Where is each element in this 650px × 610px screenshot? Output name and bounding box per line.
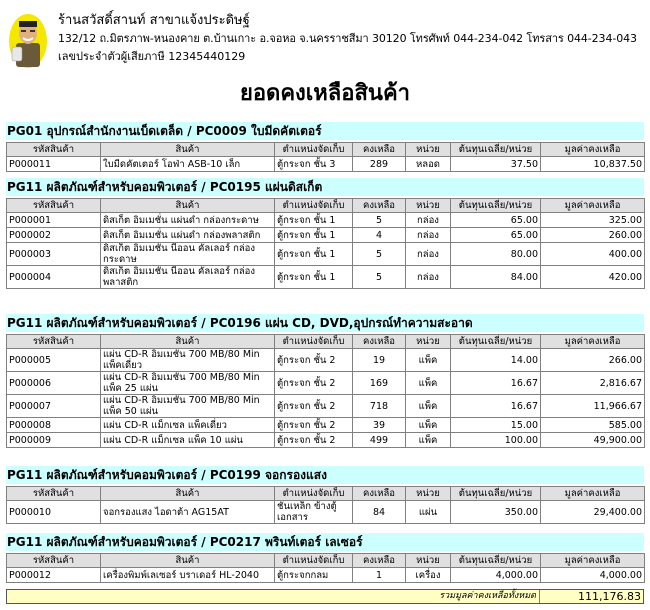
cell-code: P000007	[7, 395, 101, 418]
cell-unit: แพ็ค	[406, 349, 451, 372]
cell-value: 266.00	[541, 349, 645, 372]
cell-qty: 84	[353, 501, 406, 524]
cell-location: ตู้กระจก ชั้น 2	[275, 418, 353, 433]
col-header-qty: คงเหลือ	[353, 199, 406, 213]
cell-cost: 65.00	[451, 213, 541, 228]
cell-cost: 350.00	[451, 501, 541, 524]
table-row	[7, 349, 645, 372]
table-row	[7, 372, 645, 395]
inventory-table	[6, 198, 645, 289]
cell-location: ตู้กระจก ชั้น 2	[275, 433, 353, 448]
col-header-qty: คงเหลือ	[353, 554, 406, 568]
cell-name: ดิสเก็ต อิมเมชั่น นีออน คัลเลอร์ กล่องกระดาษ	[101, 243, 275, 266]
cell-qty: 718	[353, 395, 406, 418]
table-row	[7, 501, 645, 524]
col-header-value: มูลค่าคงเหลือ	[541, 143, 645, 157]
table-row	[7, 266, 645, 289]
cell-name: เครื่องพิมพ์เลเซอร์ บราเดอร์ HL-2040	[101, 568, 275, 583]
cell-location: ตู้กระจก ชั้น 1	[275, 228, 353, 243]
col-header-name: สินค้า	[101, 143, 275, 157]
cell-value: 420.00	[541, 266, 645, 289]
cell-location: ตู้กระจก ชั้น 2	[275, 372, 353, 395]
cell-value: 325.00	[541, 213, 645, 228]
cell-qty: 169	[353, 372, 406, 395]
cell-name: แผ่น CD-R แม็กเซล แพ็คเดี่ยว	[101, 418, 275, 433]
col-header-code: รหัสสินค้า	[7, 554, 101, 568]
table-header-row	[7, 199, 645, 213]
group-title: PG11 ผลิตภัณฑ์สำหรับคอมพิวเตอร์ / PC0195 แผ่นดิสเก็ต	[6, 178, 644, 196]
cell-name: ดิสเก็ต อิมเมชั่น นีออน คัลเลอร์ กล่องพลาสติก	[101, 266, 275, 289]
cell-name: แผ่น CD-R อิมเมชั่น 700 MB/80 Min แพ็ค 50 แผ่น	[101, 395, 275, 418]
cell-cost: 14.00	[451, 349, 541, 372]
cell-cost: 15.00	[451, 418, 541, 433]
table-row	[7, 213, 645, 228]
cell-qty: 19	[353, 349, 406, 372]
cell-code: P000010	[7, 501, 101, 524]
inventory-table	[6, 334, 645, 448]
col-header-cost: ต้นทุนเฉลี่ย/หน่วย	[451, 143, 541, 157]
cell-name: แผ่น CD-R อิมเมชั่น 700 MB/80 Min แพ็ค 25 แผ่น	[101, 372, 275, 395]
cell-cost: 4,000.00	[451, 568, 541, 583]
inventory-group	[6, 178, 644, 289]
page-title: ยอดคงเหลือสินค้า	[239, 81, 411, 106]
col-header-value: มูลค่าคงเหลือ	[541, 335, 645, 349]
col-header-value: มูลค่าคงเหลือ	[541, 554, 645, 568]
cell-unit: หลอด	[406, 157, 451, 172]
cell-value: 10,837.50	[541, 157, 645, 172]
cell-value: 11,966.67	[541, 395, 645, 418]
cell-code: P000002	[7, 228, 101, 243]
cell-value: 585.00	[541, 418, 645, 433]
table-row	[7, 418, 645, 433]
grand-total-value: 111,176.83	[578, 590, 641, 603]
col-header-unit: หน่วย	[406, 554, 451, 568]
cell-cost: 100.00	[451, 433, 541, 448]
cell-code: P000004	[7, 266, 101, 289]
cell-unit: แพ็ค	[406, 372, 451, 395]
grand-total-label: รวมมูลค่าคงเหลือทั้งหมด	[7, 590, 540, 603]
cell-name: จอกรองแสง ไอดาต้า AG15AT	[101, 501, 275, 524]
col-header-code: รหัสสินค้า	[7, 335, 101, 349]
cell-value: 260.00	[541, 228, 645, 243]
company-address: 132/12 ถ.มิตรภาพ-หนองคาย ต.บ้านเกาะ อ.จอหอ จ.นครราชสีมา 30120 โทรศัพท์ 044-234-042 โทรสาร 044-234-043	[58, 32, 637, 45]
col-header-qty: คงเหลือ	[353, 487, 406, 501]
company-name: ร้านสวัสดิ์สานท์ สาขาแจ้งประดิษฐ์	[58, 13, 250, 28]
cell-code: P000008	[7, 418, 101, 433]
col-header-cost: ต้นทุนเฉลี่ย/หน่วย	[451, 199, 541, 213]
cell-cost: 16.67	[451, 395, 541, 418]
inventory-table	[6, 553, 645, 583]
col-header-name: สินค้า	[101, 335, 275, 349]
col-header-cost: ต้นทุนเฉลี่ย/หน่วย	[451, 335, 541, 349]
col-header-name: สินค้า	[101, 554, 275, 568]
table-header-row	[7, 335, 645, 349]
table-row	[7, 228, 645, 243]
cell-code: P000012	[7, 568, 101, 583]
cell-value: 4,000.00	[541, 568, 645, 583]
cell-cost: 80.00	[451, 243, 541, 266]
cell-cost: 37.50	[451, 157, 541, 172]
cell-name: ดิสเก็ต อิมเมชั่น แผ่นดำ กล่องกระดาษ	[101, 213, 275, 228]
cell-code: P000005	[7, 349, 101, 372]
col-header-cost: ต้นทุนเฉลี่ย/หน่วย	[451, 554, 541, 568]
cell-qty: 1	[353, 568, 406, 583]
col-header-location: ตำแหน่งจัดเก็บ	[275, 487, 353, 501]
cell-location: ชั้นเหล็ก ข้างตู้เอกสาร	[275, 501, 353, 524]
col-header-qty: คงเหลือ	[353, 143, 406, 157]
group-title: PG01 อุปกรณ์สำนักงานเบ็ดเตล็ด / PC0009 ใบมีดคัตเตอร์	[6, 122, 644, 140]
col-header-name: สินค้า	[101, 487, 275, 501]
table-row	[7, 395, 645, 418]
cell-unit: กล่อง	[406, 228, 451, 243]
cell-code: P000009	[7, 433, 101, 448]
cell-location: ตู้กระจก ชั้น 2	[275, 349, 353, 372]
table-row	[7, 433, 645, 448]
cell-name: ใบมีดคัตเตอร์ โอฟ่า ASB-10 เล็ก	[101, 157, 275, 172]
col-header-code: รหัสสินค้า	[7, 487, 101, 501]
cell-name: แผ่น CD-R อิมเมชั่น 700 MB/80 Min แพ็คเดี่ยว	[101, 349, 275, 372]
cell-code: P000011	[7, 157, 101, 172]
cell-code: P000001	[7, 213, 101, 228]
table-header-row	[7, 554, 645, 568]
shopkeeper-avatar-icon	[8, 13, 48, 69]
inventory-group	[6, 533, 644, 583]
col-header-unit: หน่วย	[406, 199, 451, 213]
col-header-location: ตำแหน่งจัดเก็บ	[275, 335, 353, 349]
group-title: PG11 ผลิตภัณฑ์สำหรับคอมพิวเตอร์ / PC0217 พรินท์เตอร์ เลเซอร์	[6, 533, 644, 551]
table-header-row	[7, 143, 645, 157]
col-header-value: มูลค่าคงเหลือ	[541, 487, 645, 501]
inventory-group	[6, 314, 644, 448]
col-header-cost: ต้นทุนเฉลี่ย/หน่วย	[451, 487, 541, 501]
cell-qty: 499	[353, 433, 406, 448]
cell-location: ตู้กระจก ชั้น 1	[275, 266, 353, 289]
cell-location: ตู้กระจก ชั้น 3	[275, 157, 353, 172]
col-header-name: สินค้า	[101, 199, 275, 213]
cell-unit: แพ็ค	[406, 433, 451, 448]
col-header-unit: หน่วย	[406, 143, 451, 157]
cell-unit: กล่อง	[406, 213, 451, 228]
col-header-unit: หน่วย	[406, 487, 451, 501]
company-tax-id: เลขประจำตัวผู้เสียภาษี 12345440129	[58, 50, 246, 63]
table-row	[7, 568, 645, 583]
cell-unit: แพ็ค	[406, 395, 451, 418]
cell-location: ตู้กระจก ชั้น 1	[275, 243, 353, 266]
cell-qty: 4	[353, 228, 406, 243]
cell-cost: 65.00	[451, 228, 541, 243]
cell-unit: กล่อง	[406, 266, 451, 289]
cell-code: P000006	[7, 372, 101, 395]
cell-unit: เครื่อง	[406, 568, 451, 583]
cell-value: 29,400.00	[541, 501, 645, 524]
col-header-unit: หน่วย	[406, 335, 451, 349]
col-header-location: ตำแหน่งจัดเก็บ	[275, 143, 353, 157]
cell-code: P000003	[7, 243, 101, 266]
table-header-row	[7, 487, 645, 501]
cell-qty: 5	[353, 213, 406, 228]
inventory-group	[6, 122, 644, 172]
cell-qty: 5	[353, 243, 406, 266]
cell-name: แผ่น CD-R แม็กเซล แพ็ค 10 แผ่น	[101, 433, 275, 448]
table-row	[7, 243, 645, 266]
cell-value: 400.00	[541, 243, 645, 266]
table-row	[7, 157, 645, 172]
cell-cost: 16.67	[451, 372, 541, 395]
cell-unit: กล่อง	[406, 243, 451, 266]
cell-qty: 39	[353, 418, 406, 433]
cell-location: ตู้กระจกกลม	[275, 568, 353, 583]
cell-value: 49,900.00	[541, 433, 645, 448]
col-header-location: ตำแหน่งจัดเก็บ	[275, 199, 353, 213]
col-header-value: มูลค่าคงเหลือ	[541, 199, 645, 213]
inventory-table	[6, 486, 645, 524]
inventory-table	[6, 142, 645, 172]
cell-cost: 84.00	[451, 266, 541, 289]
col-header-location: ตำแหน่งจัดเก็บ	[275, 554, 353, 568]
cell-unit: แผ่น	[406, 501, 451, 524]
col-header-qty: คงเหลือ	[353, 335, 406, 349]
cell-qty: 289	[353, 157, 406, 172]
report-header	[0, 0, 650, 80]
group-title: PG11 ผลิตภัณฑ์สำหรับคอมพิวเตอร์ / PC0199 จอกรองแสง	[6, 466, 644, 484]
grand-total-row	[6, 589, 644, 604]
cell-name: ดิสเก็ต อิมเมชั่น แผ่นดำ กล่องพลาสติก	[101, 228, 275, 243]
inventory-group	[6, 466, 644, 524]
col-header-code: รหัสสินค้า	[7, 199, 101, 213]
cell-unit: แพ็ค	[406, 418, 451, 433]
col-header-code: รหัสสินค้า	[7, 143, 101, 157]
cell-location: ตู้กระจก ชั้น 1	[275, 213, 353, 228]
cell-value: 2,816.67	[541, 372, 645, 395]
cell-qty: 5	[353, 266, 406, 289]
cell-location: ตู้กระจก ชั้น 2	[275, 395, 353, 418]
group-title: PG11 ผลิตภัณฑ์สำหรับคอมพิวเตอร์ / PC0196 แผ่น CD, DVD,อุปกรณ์ทำความสะอาด	[6, 314, 644, 332]
